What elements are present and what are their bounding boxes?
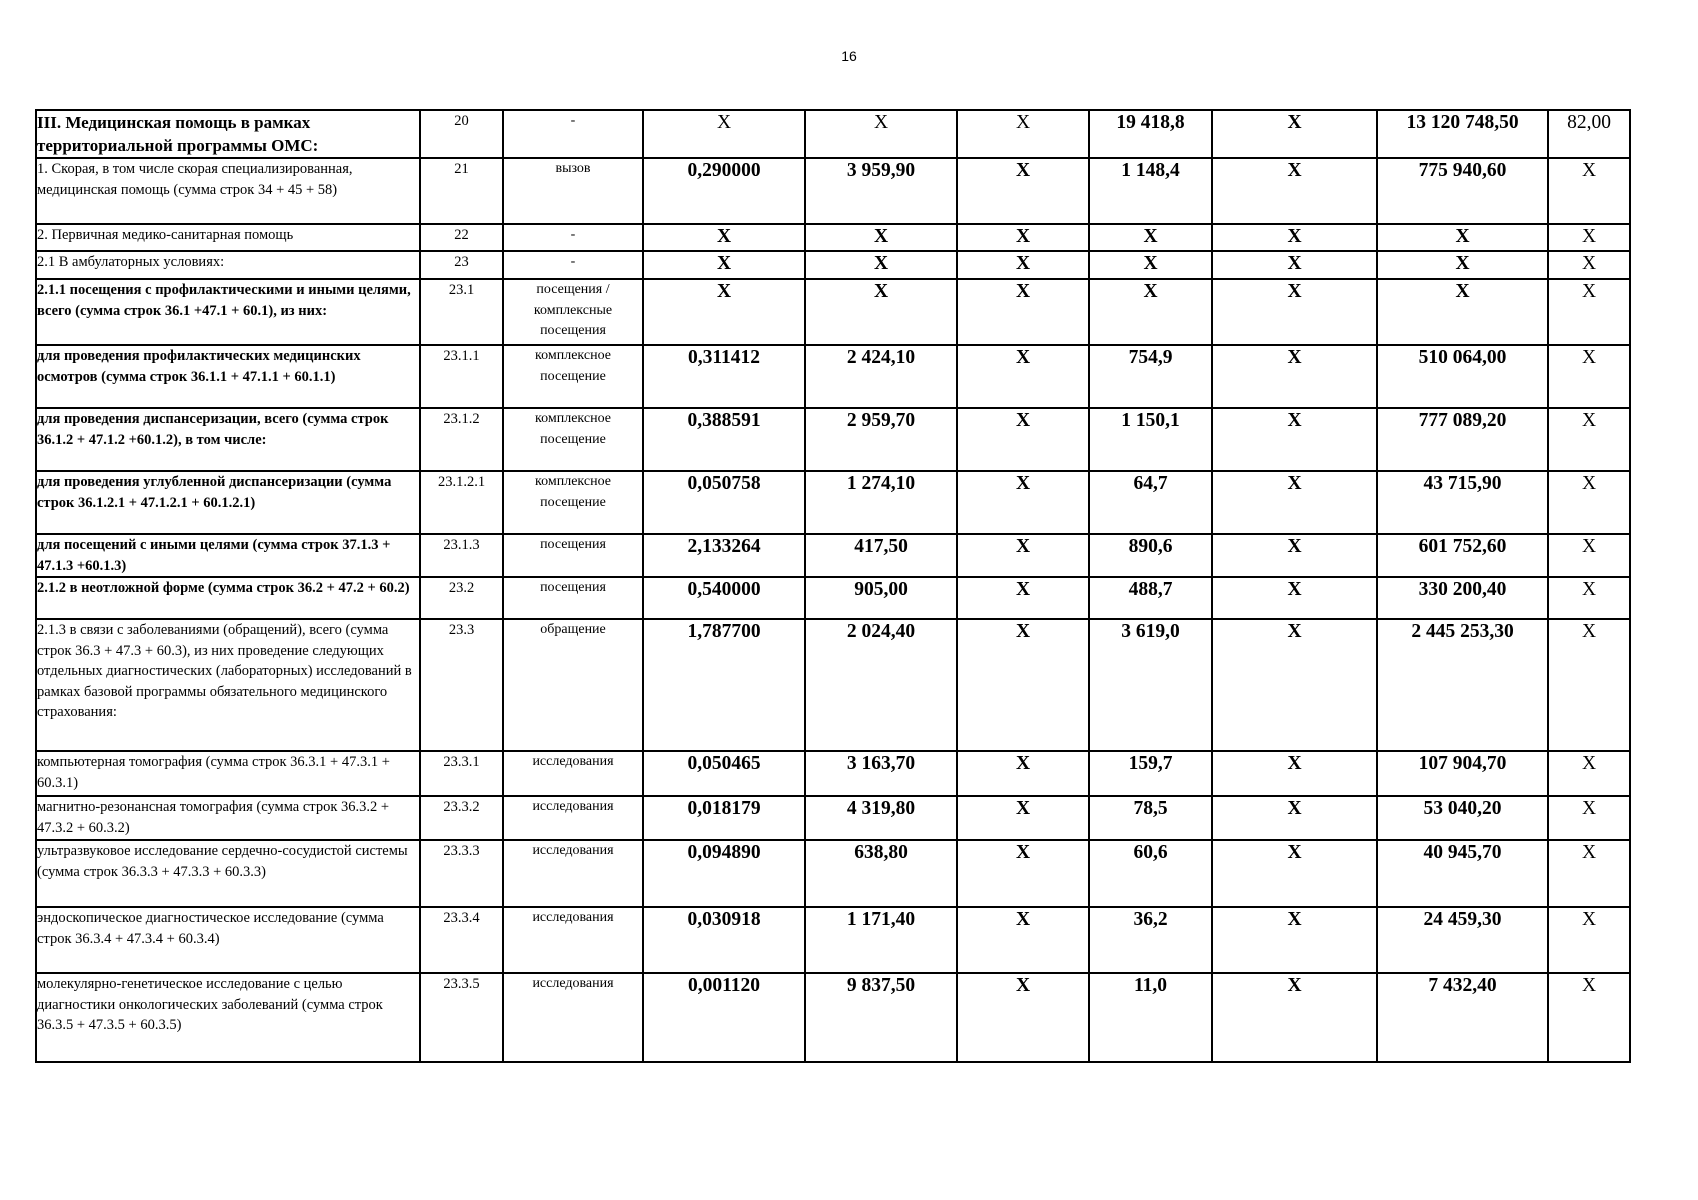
medical-care-table — [35, 109, 1631, 1063]
row-code-cell: 22 — [420, 224, 503, 251]
row-name-cell: 2.1 В амбулаторных условиях: — [36, 251, 420, 279]
row-value-cell-5: X — [1212, 224, 1377, 251]
row-value-cell-3: X — [957, 577, 1089, 619]
row-value-cell-5: X — [1212, 279, 1377, 345]
row-value-cell-6: 43 715,90 — [1377, 471, 1548, 534]
row-value-cell-6: 40 945,70 — [1377, 840, 1548, 907]
row-value-cell-5: X — [1212, 534, 1377, 577]
row-value-cell-3: X — [957, 751, 1089, 796]
row-value-cell-6: 13 120 748,50 — [1377, 110, 1548, 158]
row-value-cell-7: X — [1548, 796, 1630, 840]
row-unit-cell: посещения — [503, 577, 643, 619]
table-row — [36, 471, 1630, 534]
row-name-cell: молекулярно-генетическое исследование с целью диагностики онкологических заболеваний (сумма строк 36.3.5 + 47.3.5 + 60.3.5) — [36, 973, 420, 1062]
row-value-cell-5: X — [1212, 840, 1377, 907]
table-row — [36, 110, 1630, 158]
table-row — [36, 577, 1630, 619]
table-row — [36, 796, 1630, 840]
row-value-cell-3: X — [957, 796, 1089, 840]
row-value-cell-3: X — [957, 534, 1089, 577]
row-code-cell: 23.2 — [420, 577, 503, 619]
row-unit-cell: исследования — [503, 907, 643, 973]
table-row — [36, 534, 1630, 577]
row-unit-cell: комплексное посещение — [503, 471, 643, 534]
row-code-cell: 23.1.2.1 — [420, 471, 503, 534]
row-value-cell-7: X — [1548, 840, 1630, 907]
table-row — [36, 251, 1630, 279]
row-value-cell-2: X — [805, 110, 957, 158]
row-unit-cell: посещения — [503, 534, 643, 577]
row-value-cell-7: X — [1548, 408, 1630, 471]
row-value-cell-1: 0,018179 — [643, 796, 805, 840]
row-unit-cell: комплексное посещение — [503, 345, 643, 408]
row-value-cell-4: 64,7 — [1089, 471, 1212, 534]
row-value-cell-2: 2 959,70 — [805, 408, 957, 471]
row-name-cell: для проведения углубленной диспансеризации (сумма строк 36.1.2.1 + 47.1.2.1 + 60.1.2.1) — [36, 471, 420, 534]
table-row — [36, 279, 1630, 345]
row-value-cell-7: X — [1548, 251, 1630, 279]
row-value-cell-7: X — [1548, 279, 1630, 345]
row-value-cell-4: 3 619,0 — [1089, 619, 1212, 751]
row-value-cell-6: 510 064,00 — [1377, 345, 1548, 408]
row-unit-cell: - — [503, 251, 643, 279]
table-row — [36, 907, 1630, 973]
row-unit-cell: посещения / комплексные посещения — [503, 279, 643, 345]
row-unit-cell: - — [503, 110, 643, 158]
row-value-cell-6: 2 445 253,30 — [1377, 619, 1548, 751]
row-unit-cell: исследования — [503, 973, 643, 1062]
row-name-cell: эндоскопическое диагностическое исследование (сумма строк 36.3.4 + 47.3.4 + 60.3.4) — [36, 907, 420, 973]
row-code-cell: 23.3.5 — [420, 973, 503, 1062]
row-value-cell-5: X — [1212, 158, 1377, 224]
row-value-cell-3: X — [957, 907, 1089, 973]
row-value-cell-3: X — [957, 224, 1089, 251]
row-value-cell-7: X — [1548, 534, 1630, 577]
row-name-cell: III. Медицинская помощь в рамках территориальной программы ОМС: — [36, 110, 420, 158]
row-value-cell-5: X — [1212, 973, 1377, 1062]
row-value-cell-5: X — [1212, 251, 1377, 279]
row-value-cell-4: 890,6 — [1089, 534, 1212, 577]
row-value-cell-1: 1,787700 — [643, 619, 805, 751]
row-value-cell-2: 3 163,70 — [805, 751, 957, 796]
row-value-cell-6: X — [1377, 251, 1548, 279]
row-value-cell-1: 0,050758 — [643, 471, 805, 534]
row-name-cell: ультразвуковое исследование сердечно-сосудистой системы (сумма строк 36.3.3 + 47.3.3 + 60.3.3) — [36, 840, 420, 907]
row-value-cell-7: X — [1548, 973, 1630, 1062]
row-name-cell: 2.1.1 посещения с профилактическими и иными целями, всего (сумма строк 36.1 +47.1 + 60.1), из них: — [36, 279, 420, 345]
table-row — [36, 224, 1630, 251]
row-value-cell-6: 7 432,40 — [1377, 973, 1548, 1062]
row-value-cell-1: 0,290000 — [643, 158, 805, 224]
row-value-cell-3: X — [957, 158, 1089, 224]
table-row — [36, 408, 1630, 471]
row-value-cell-2: X — [805, 224, 957, 251]
row-value-cell-7: 82,00 — [1548, 110, 1630, 158]
row-value-cell-5: X — [1212, 345, 1377, 408]
row-value-cell-5: X — [1212, 408, 1377, 471]
row-value-cell-7: X — [1548, 345, 1630, 408]
row-value-cell-4: 19 418,8 — [1089, 110, 1212, 158]
row-value-cell-2: 2 024,40 — [805, 619, 957, 751]
row-name-cell: 2.1.2 в неотложной форме (сумма строк 36.2 + 47.2 + 60.2) — [36, 577, 420, 619]
row-name-cell: для проведения диспансеризации, всего (сумма строк 36.1.2 + 47.1.2 +60.1.2), в том числе: — [36, 408, 420, 471]
row-value-cell-3: X — [957, 840, 1089, 907]
row-value-cell-7: X — [1548, 619, 1630, 751]
row-code-cell: 21 — [420, 158, 503, 224]
row-value-cell-7: X — [1548, 907, 1630, 973]
table-row — [36, 751, 1630, 796]
row-value-cell-4: X — [1089, 251, 1212, 279]
row-value-cell-6: 53 040,20 — [1377, 796, 1548, 840]
row-value-cell-6: 601 752,60 — [1377, 534, 1548, 577]
row-value-cell-1: 0,030918 — [643, 907, 805, 973]
row-value-cell-2: 905,00 — [805, 577, 957, 619]
row-value-cell-7: X — [1548, 577, 1630, 619]
row-value-cell-1: 0,094890 — [643, 840, 805, 907]
row-value-cell-6: 107 904,70 — [1377, 751, 1548, 796]
row-value-cell-3: X — [957, 619, 1089, 751]
row-value-cell-5: X — [1212, 796, 1377, 840]
row-value-cell-7: X — [1548, 751, 1630, 796]
row-value-cell-2: X — [805, 279, 957, 345]
row-value-cell-3: X — [957, 110, 1089, 158]
row-value-cell-2: 9 837,50 — [805, 973, 957, 1062]
row-value-cell-6: 24 459,30 — [1377, 907, 1548, 973]
row-code-cell: 23.3.1 — [420, 751, 503, 796]
row-value-cell-4: 1 150,1 — [1089, 408, 1212, 471]
row-code-cell: 23.1 — [420, 279, 503, 345]
row-value-cell-2: 638,80 — [805, 840, 957, 907]
row-value-cell-4: 36,2 — [1089, 907, 1212, 973]
row-code-cell: 23.3.2 — [420, 796, 503, 840]
row-unit-cell: исследования — [503, 840, 643, 907]
row-name-cell: для проведения профилактических медицинских осмотров (сумма строк 36.1.1 + 47.1.1 + 60.1.1) — [36, 345, 420, 408]
row-value-cell-5: X — [1212, 471, 1377, 534]
row-value-cell-6: 775 940,60 — [1377, 158, 1548, 224]
row-unit-cell: обращение — [503, 619, 643, 751]
row-value-cell-4: X — [1089, 224, 1212, 251]
row-unit-cell: исследования — [503, 796, 643, 840]
row-value-cell-4: 754,9 — [1089, 345, 1212, 408]
row-code-cell: 23 — [420, 251, 503, 279]
row-value-cell-1: 0,540000 — [643, 577, 805, 619]
row-value-cell-2: X — [805, 251, 957, 279]
row-value-cell-4: X — [1089, 279, 1212, 345]
row-value-cell-4: 159,7 — [1089, 751, 1212, 796]
row-value-cell-4: 78,5 — [1089, 796, 1212, 840]
table-row — [36, 619, 1630, 751]
row-name-cell: 1. Скорая, в том числе скорая специализированная, медицинская помощь (сумма строк 34 + 45 + 58) — [36, 158, 420, 224]
row-code-cell: 23.1.2 — [420, 408, 503, 471]
table-row — [36, 158, 1630, 224]
row-code-cell: 23.1.1 — [420, 345, 503, 408]
row-value-cell-6: 330 200,40 — [1377, 577, 1548, 619]
row-value-cell-1: 0,050465 — [643, 751, 805, 796]
row-value-cell-4: 1 148,4 — [1089, 158, 1212, 224]
row-name-cell: для посещений с иными целями (сумма строк 37.1.3 + 47.1.3 +60.1.3) — [36, 534, 420, 577]
row-value-cell-2: 1 171,40 — [805, 907, 957, 973]
row-name-cell: 2. Первичная медико-санитарная помощь — [36, 224, 420, 251]
row-value-cell-7: X — [1548, 224, 1630, 251]
row-unit-cell: исследования — [503, 751, 643, 796]
row-value-cell-3: X — [957, 251, 1089, 279]
row-value-cell-5: X — [1212, 577, 1377, 619]
row-code-cell: 23.3.4 — [420, 907, 503, 973]
row-value-cell-7: X — [1548, 158, 1630, 224]
row-value-cell-1: X — [643, 251, 805, 279]
row-value-cell-3: X — [957, 408, 1089, 471]
row-value-cell-2: 4 319,80 — [805, 796, 957, 840]
row-value-cell-3: X — [957, 973, 1089, 1062]
row-unit-cell: вызов — [503, 158, 643, 224]
row-value-cell-1: 0,001120 — [643, 973, 805, 1062]
row-value-cell-6: 777 089,20 — [1377, 408, 1548, 471]
table-row — [36, 973, 1630, 1062]
row-value-cell-2: 2 424,10 — [805, 345, 957, 408]
row-value-cell-7: X — [1548, 471, 1630, 534]
row-unit-cell: комплексное посещение — [503, 408, 643, 471]
row-value-cell-6: X — [1377, 279, 1548, 345]
row-value-cell-1: X — [643, 279, 805, 345]
row-value-cell-1: 0,388591 — [643, 408, 805, 471]
row-value-cell-3: X — [957, 279, 1089, 345]
row-name-cell: 2.1.3 в связи с заболеваниями (обращений), всего (сумма строк 36.3 + 47.3 + 60.3), из них проведение следующих отдельных диагностических (лабораторных) исследований в рамках базовой программы обязательного медицинского страхования: — [36, 619, 420, 751]
row-name-cell: магнитно-резонансная томография (сумма строк 36.3.2 + 47.3.2 + 60.3.2) — [36, 796, 420, 840]
row-value-cell-5: X — [1212, 110, 1377, 158]
row-value-cell-6: X — [1377, 224, 1548, 251]
row-value-cell-4: 60,6 — [1089, 840, 1212, 907]
page-number: 16 — [841, 48, 857, 64]
row-value-cell-2: 417,50 — [805, 534, 957, 577]
row-value-cell-1: 0,311412 — [643, 345, 805, 408]
row-code-cell: 23.3.3 — [420, 840, 503, 907]
row-name-cell: компьютерная томография (сумма строк 36.3.1 + 47.3.1 + 60.3.1) — [36, 751, 420, 796]
row-value-cell-1: X — [643, 110, 805, 158]
row-value-cell-5: X — [1212, 751, 1377, 796]
row-value-cell-5: X — [1212, 907, 1377, 973]
row-value-cell-4: 11,0 — [1089, 973, 1212, 1062]
table-row — [36, 840, 1630, 907]
row-value-cell-2: 3 959,90 — [805, 158, 957, 224]
row-code-cell: 23.1.3 — [420, 534, 503, 577]
row-code-cell: 23.3 — [420, 619, 503, 751]
row-value-cell-3: X — [957, 471, 1089, 534]
table-row — [36, 345, 1630, 408]
row-unit-cell: - — [503, 224, 643, 251]
row-value-cell-1: X — [643, 224, 805, 251]
row-value-cell-3: X — [957, 345, 1089, 408]
row-value-cell-4: 488,7 — [1089, 577, 1212, 619]
row-value-cell-1: 2,133264 — [643, 534, 805, 577]
row-code-cell: 20 — [420, 110, 503, 158]
row-value-cell-2: 1 274,10 — [805, 471, 957, 534]
row-value-cell-5: X — [1212, 619, 1377, 751]
